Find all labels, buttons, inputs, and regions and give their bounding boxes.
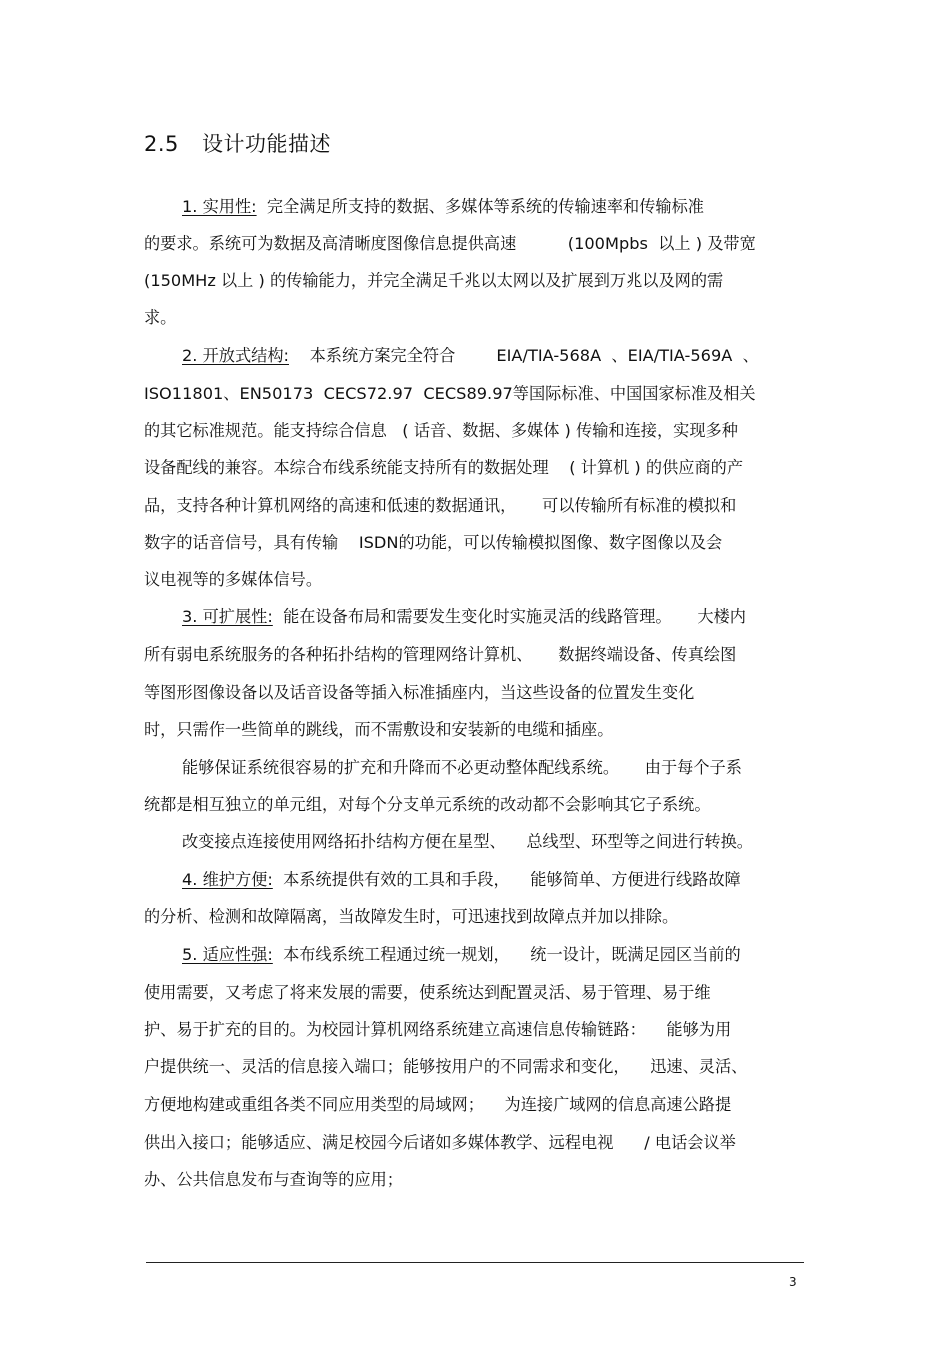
paragraph-line: 品，支持各种计算机网络的高速和低速的数据通讯， 可以传输所有标准的模拟和 bbox=[144, 496, 737, 515]
item-label: 3. 可扩展性: bbox=[182, 607, 273, 626]
paragraph-line: 护、易于扩充的目的。为校园计算机网络系统建立高速信息传输链路： 能够为用 bbox=[144, 1020, 732, 1039]
section-number: 2.5 bbox=[144, 132, 179, 156]
paragraph-line: 时，只需作一些简单的跳线，而不需敷设和安装新的电缆和插座。 bbox=[144, 720, 614, 739]
paragraph-line: 2. 开放式结构: 本系统方案完全符合 EIA/TIA-568A 、EIA/TIA-569A 、 bbox=[182, 346, 759, 365]
footer-rule bbox=[146, 1262, 804, 1263]
paragraph-line: 设备配线的兼容。本综合布线系统能支持所有的数据处理 ( 计算机 ) 的供应商的产 bbox=[144, 458, 744, 477]
page-number: 3 bbox=[789, 1275, 797, 1289]
paragraph-line: 求。 bbox=[144, 308, 177, 327]
item-label: 1. 实用性: bbox=[182, 197, 257, 216]
paragraph-line: 使用需要，又考虑了将来发展的需要，使系统达到配置灵活、易于管理、易于维 bbox=[144, 983, 711, 1002]
paragraph-line: 的分析、检测和故障隔离，当故障发生时，可迅速找到故障点并加以排除。 bbox=[144, 907, 679, 926]
paragraph-line: 等图形图像设备以及话音设备等插入标准插座内，当这些设备的位置发生变化 bbox=[144, 683, 695, 702]
paragraph-line: 5. 适应性强: 本布线系统工程通过统一规划， 统一设计，既满足园区当前的 bbox=[182, 945, 741, 964]
item-label: 2. 开放式结构: bbox=[182, 346, 289, 365]
paragraph-line: 3. 可扩展性: 能在设备布局和需要发生变化时实施灵活的线路管理。 大楼内 bbox=[182, 607, 746, 626]
paragraph-line: 户提供统一、灵活的信息接入端口；能够按用户的不同需求和变化， 迅速、灵活、 bbox=[144, 1057, 748, 1076]
paragraph-line: 所有弱电系统服务的各种拓扑结构的管理网络计算机、 数据终端设备、传真绘图 bbox=[144, 645, 737, 664]
paragraph-line: 的其它标准规范。能支持综合信息 ( 话音、数据、多媒体 ) 传输和连接，实现多种 bbox=[144, 421, 738, 440]
paragraph-line: 方便地构建或重组各类不同应用类型的局域网； 为连接广域网的信息高速公路提 bbox=[144, 1095, 732, 1114]
paragraph-line: 统都是相互独立的单元组，对每个分支单元系统的改动都不会影响其它子系统。 bbox=[144, 795, 711, 814]
section-title: 设计功能描述 bbox=[202, 132, 331, 156]
item-label: 4. 维护方便: bbox=[182, 870, 273, 889]
paragraph-line: (150MHz 以上 ) 的传输能力，并完全满足千兆以太网以及扩展到万兆以及网的需 bbox=[144, 271, 724, 290]
paragraph-line: 议电视等的多媒体信号。 bbox=[144, 570, 323, 589]
paragraph-line: ISO11801、EN50173 CECS72.97 CECS89.97等国际标准、中国国家标准及相关 bbox=[144, 384, 756, 403]
paragraph-line: 能够保证系统很容易的扩充和升降而不必更动整体配线系统。 由于每个子系 bbox=[182, 758, 742, 777]
paragraph-line: 4. 维护方便: 本系统提供有效的工具和手段， 能够简单、方便进行线路故障 bbox=[182, 870, 741, 889]
paragraph-line: 数字的话音信号，具有传输 ISDN的功能，可以传输模拟图像、数字图像以及会 bbox=[144, 533, 723, 552]
paragraph-line: 供出入接口；能够适应、满足校园今后诸如多媒体教学、远程电视 / 电话会议举 bbox=[144, 1133, 736, 1152]
item-label: 5. 适应性强: bbox=[182, 945, 273, 964]
section-heading bbox=[144, 128, 331, 158]
paragraph-line: 办、公共信息发布与查询等的应用； bbox=[144, 1170, 403, 1189]
paragraph-line: 1. 实用性: 完全满足所支持的数据、多媒体等系统的传输速率和传输标准 bbox=[182, 197, 704, 216]
paragraph-line: 改变接点连接使用网络拓扑结构方便在星型、 总线型、环型等之间进行转换。 bbox=[182, 832, 753, 851]
paragraph-line: 的要求。系统可为数据及高清晰度图像信息提供高速 (100Mpbs 以上 ) 及带宽 bbox=[144, 234, 756, 253]
